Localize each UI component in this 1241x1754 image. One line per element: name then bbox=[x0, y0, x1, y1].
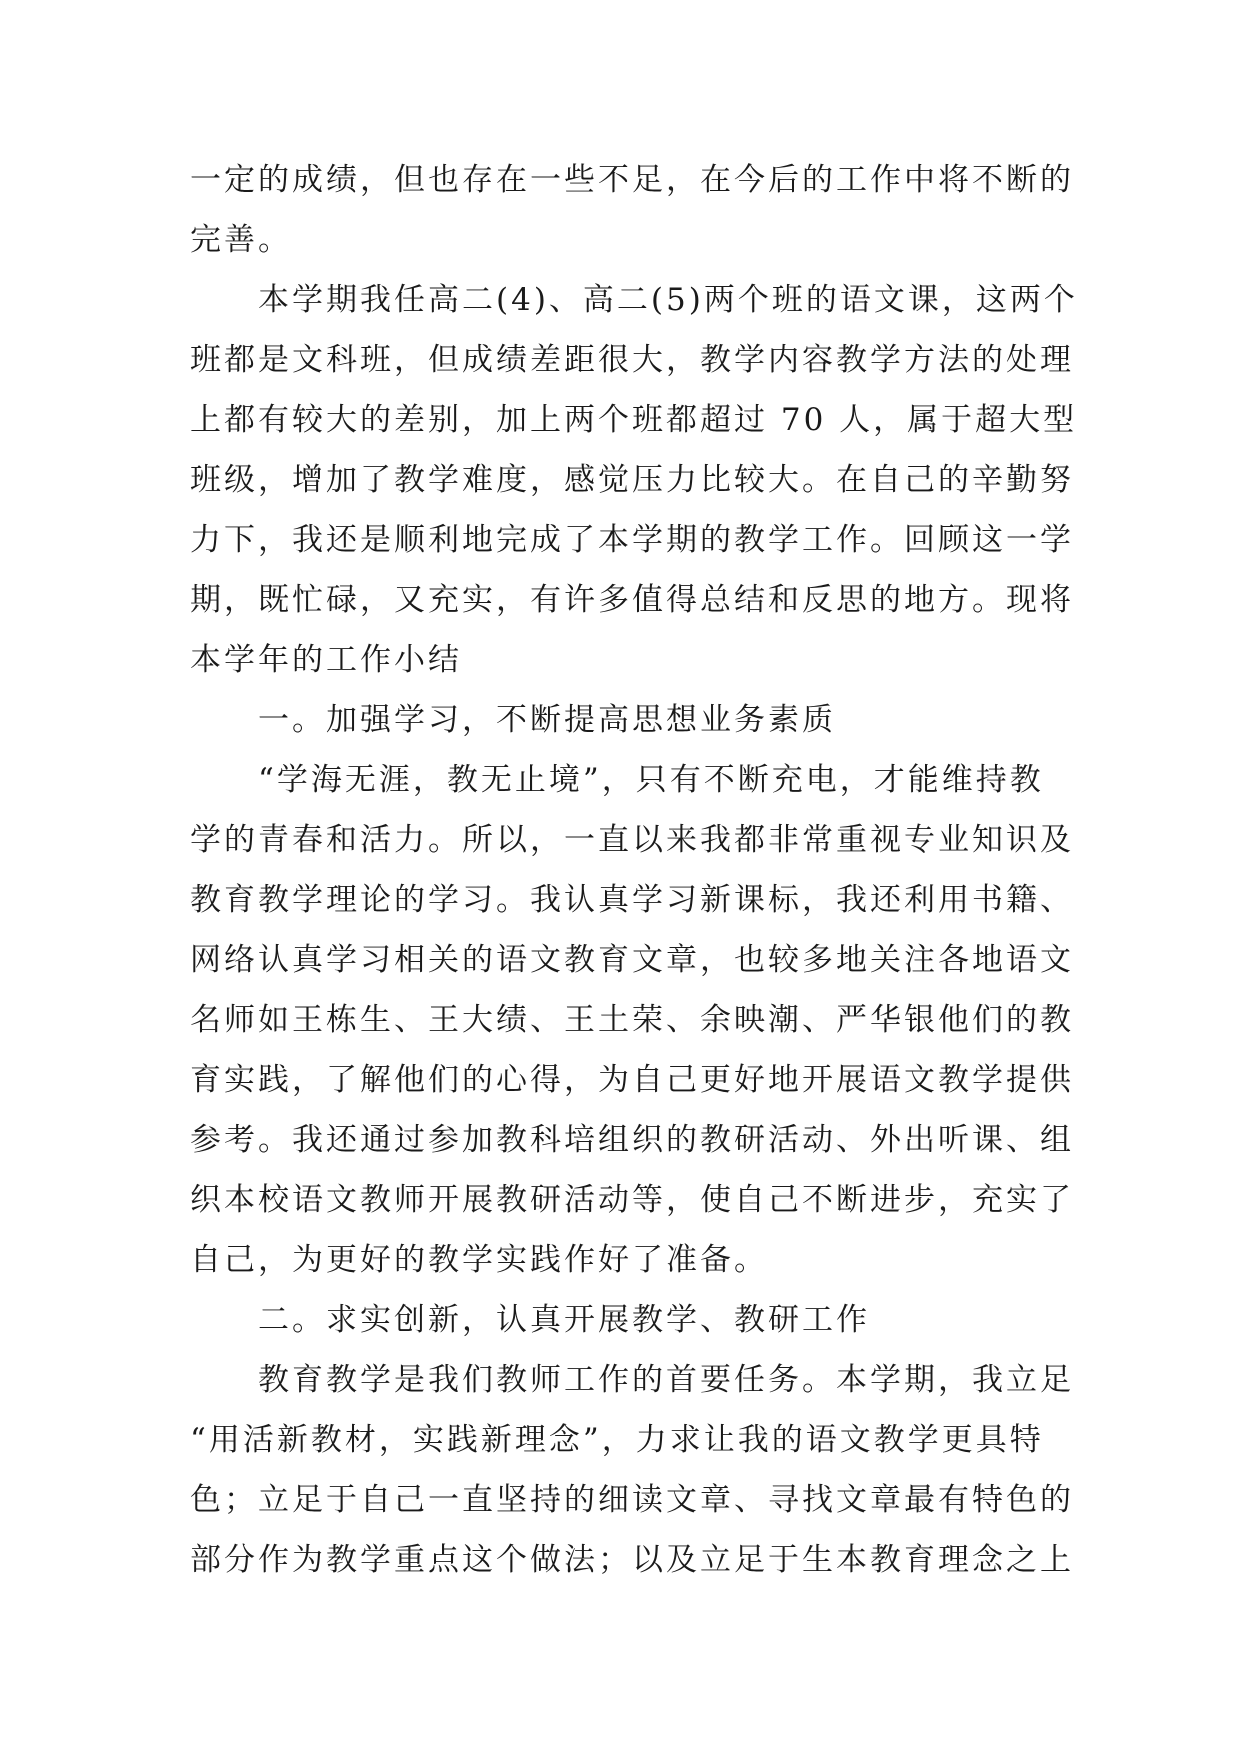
paragraph-line: 学的青春和活力。所以，一直以来我都非常重视专业知识及 bbox=[190, 822, 1074, 858]
paragraph-line: 班级，增加了教学难度，感觉压力比较大。在自己的辛勤努 bbox=[190, 462, 1074, 498]
paragraph-line: 期，既忙碌，又充实，有许多值得总结和反思的地方。现将 bbox=[190, 582, 1074, 618]
paragraph-line: 完善。 bbox=[190, 222, 292, 258]
paragraph-line: “学海无涯，教无止境”，只有不断充电，才能维持教 bbox=[258, 762, 1044, 798]
paragraph-line: 育实践，了解他们的心得，为自己更好地开展语文教学提供 bbox=[190, 1062, 1074, 1098]
paragraph-line: 名师如王栋生、王大绩、王土荣、余映潮、严华银他们的教 bbox=[190, 1002, 1074, 1038]
paragraph-line: 色；立足于自己一直坚持的细读文章、寻找文章最有特色的 bbox=[190, 1482, 1074, 1518]
paragraph-line: 织本校语文教师开展教研活动等，使自己不断进步，充实了 bbox=[190, 1182, 1074, 1218]
section-heading: 二。求实创新，认真开展教学、教研工作 bbox=[258, 1302, 870, 1338]
paragraph-line: 一定的成绩，但也存在一些不足，在今后的工作中将不断的 bbox=[190, 162, 1074, 198]
paragraph-line: 本学年的工作小结 bbox=[190, 642, 462, 678]
section-heading: 一。加强学习，不断提高思想业务素质 bbox=[258, 702, 836, 738]
paragraph-line: 参考。我还通过参加教科培组织的教研活动、外出听课、组 bbox=[190, 1122, 1074, 1158]
paragraph-line: 部分作为教学重点这个做法；以及立足于生本教育理念之上 bbox=[190, 1542, 1074, 1578]
paragraph-line: 力下，我还是顺利地完成了本学期的教学工作。回顾这一学 bbox=[190, 522, 1074, 558]
document-body bbox=[190, 158, 1078, 1598]
paragraph-line: 网络认真学习相关的语文教育文章，也较多地关注各地语文 bbox=[190, 942, 1074, 978]
paragraph-line: “用活新教材，实践新理念”，力求让我的语文教学更具特 bbox=[190, 1422, 1044, 1458]
paragraph-line: 教育教学是我们教师工作的首要任务。本学期，我立足 bbox=[258, 1362, 1074, 1398]
paragraph-line: 上都有较大的差别，加上两个班都超过 70 人，属于超大型 bbox=[190, 402, 1078, 438]
paragraph-line: 班都是文科班，但成绩差距很大，教学内容教学方法的处理 bbox=[190, 342, 1074, 378]
paragraph-line: 本学期我任高二(4)、高二(5)两个班的语文课，这两个 bbox=[258, 282, 1078, 318]
paragraph-line: 自己，为更好的教学实践作好了准备。 bbox=[190, 1242, 768, 1278]
paragraph-line: 教育教学理论的学习。我认真学习新课标，我还利用书籍、 bbox=[190, 882, 1074, 918]
